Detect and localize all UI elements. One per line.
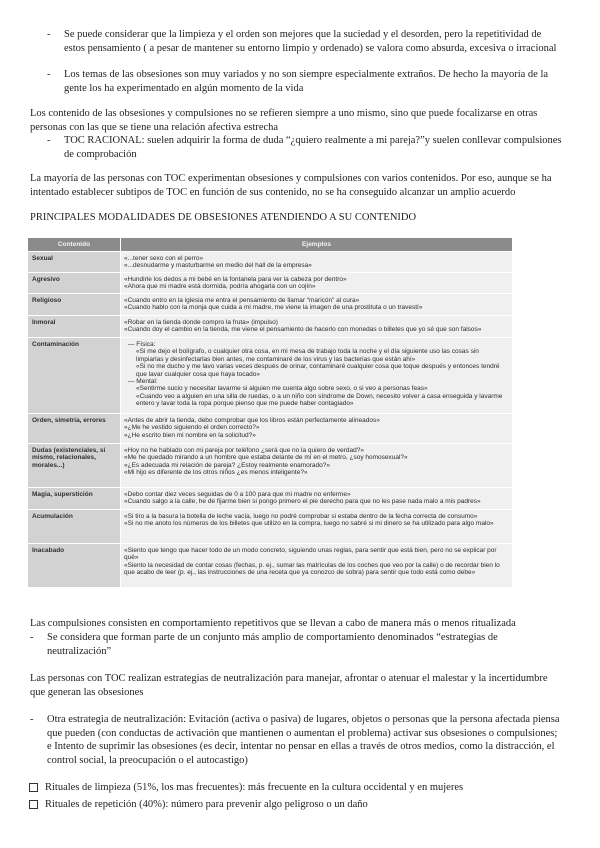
- example-quote: «...desnudarme y masturbarme en medio del hall de la empresa»: [124, 262, 312, 270]
- bullet-dash: -: [30, 632, 34, 643]
- table-row-orden: [28, 414, 512, 444]
- row-label: Contaminación: [28, 338, 121, 413]
- paragraph-compulsiones: Las compulsiones consisten en comportamiento repetitivos que se llevan a cabo de manera más o menos ritualizada: [30, 618, 516, 629]
- row-label: Agresivo: [28, 273, 121, 293]
- row-label: Sexual: [28, 252, 121, 272]
- example-quote: «Si no me ducho y me lavo varias veces después de orinar, contaminaré cualquier cosa que toque después y entonces tendré que lavar cualquier cosa que haya tocado»: [136, 363, 500, 378]
- example-quote: «Si tiro a la basura la botella de leche vacía, luego no podré comprobar si estaba dentro de la fecha correcta de consumo»: [124, 513, 478, 520]
- example-quote: «Cuando hablo con la monja que cuida a mi madre, me viene la imagen de una prostituta o un travestí»: [124, 304, 423, 312]
- bullet-dash: -: [47, 69, 51, 80]
- example-quote: «Debo contar diez veces seguidas de 0 a 100 para que mi madre no enferme»: [124, 491, 351, 498]
- example-quote: «Hundirle los dedos a mi bebé en la fontanela para ver la cabeza por dentro»: [124, 276, 347, 283]
- row-label: Magia, superstición: [28, 488, 121, 509]
- row-label: Orden, simetría, errores: [28, 414, 121, 443]
- bullet-dash: -: [47, 29, 51, 40]
- paragraph-personas: Las personas con TOC realizan estrategias de neutralización para manejar, afrontar o atenuar el malestar y la incertidumbre que generan las obsesiones: [30, 673, 548, 698]
- intro-bullet-limpieza: [47, 28, 562, 55]
- row-examples: [121, 414, 512, 443]
- table-row-sexual: [28, 252, 512, 273]
- row-examples: [121, 273, 512, 293]
- example-quote: «¿Me he vestido siguiendo el orden correcto?»: [124, 424, 260, 432]
- example-quote: «Me he quedado mirando a un hombre que estaba delante de mí en el metro, ¿soy homosexual?»: [124, 454, 408, 462]
- example-quote: «Sentirme sucio y necesitar lavarme si alguien me cuenta algo sobre sexo, o si veo a personas feas»: [136, 385, 428, 393]
- example-quote: «Mi hijo es diferente de los otros niños ¿es menos inteligente?»: [124, 469, 308, 477]
- example-quote: «Antes de abrir la tienda, debo comprobar que los libros están perfectamente alineados»: [124, 417, 380, 424]
- paragraph-mayoria: La mayoría de las personas con TOC experimentan obsesiones y compulsiones con varios contenidos. Por eso, aunque se ha intentado establecer subtipos de TOC en función de sus contenido, no se ha conseguido alcanzar un amplio acuerdo: [30, 173, 552, 198]
- row-label: Inmoral: [28, 316, 121, 337]
- row-examples: [121, 488, 512, 509]
- row-examples: [121, 316, 512, 337]
- table-row-contaminacion: [28, 338, 512, 414]
- row-label: Inacabado: [28, 544, 121, 587]
- bullet-dash: -: [30, 714, 34, 725]
- example-quote: «...tener sexo con el perro»: [124, 255, 204, 262]
- row-label: Religioso: [28, 294, 121, 315]
- checklist-item-limpieza: Rituales de limpieza (51%, los mas frecuentes): más frecuente en la cultura occidental y en mujeres: [45, 782, 464, 793]
- example-quote: «Hoy no he hablado con mi pareja por teléfono ¿será que no la quiero de verdad?»: [124, 447, 364, 454]
- example-quote: «Si no me anoto los números de los billetes que utilizo en la compra, luego no sabré si mi dinero se ha utilizado para algo malo»: [124, 520, 494, 528]
- bullet-otra-estrategia: [30, 713, 562, 767]
- obsessions-table: [28, 238, 512, 588]
- checklist-item-repeticion: Rituales de repetición (40%): número para prevenir algo peligroso o un daño: [45, 799, 368, 810]
- column-header-ejemplos: Ejemplos: [121, 238, 512, 251]
- row-examples: [121, 294, 512, 315]
- example-quote: «¿Es adecuada mi relación de pareja? ¿Estoy realmente enamorado?»: [124, 461, 330, 469]
- bullet-text: Se puede considerar que la limpieza y el orden son mejores que la suciedad y el desorden, pero la repetitividad de estos pensamiento ( a pesar de mantener su entorno limpio y ordenado) se valora como absurda, excesiva o irracional: [64, 29, 557, 54]
- paragraph-contenidos: Los contenido de las obsesiones y compulsiones no se refieren siempre a uno mismo, sino que puede focalizarse en otras personas con las que se tiene una relación afectiva estrecha: [30, 108, 538, 133]
- row-label: Dudas (existenciales, sí mismo, relacionales, morales...): [28, 444, 121, 487]
- example-quote: «Cuando entro en la iglesia me entra el pensamiento de llamar “maricón” al cura»: [124, 297, 360, 304]
- bullet-text: Otra estrategia de neutralización: Evitación (activa o pasiva) de lugares, objetos o personas que la persona afectada piensa que pueden (con conductas de activación que mantienen o aumentan el problema) activar sus obsesiones o compulsiones; e Intento de suprimir las obsesiones (es decir, intentar no pensar en ellas a través de otros medios, como la distracción, el control social, la preocupación o el autocastigo): [47, 714, 560, 766]
- row-examples: [121, 510, 512, 543]
- table-row-inacabado: [28, 544, 512, 588]
- example-quote: «Si me dejo el bolígrafo, o cualquier otra cosa, en mi mesa de trabajo toda la noche y el día siguiente uso las cosas sin limpiarlas y desinfectarlas bien antes, me contaminaré de los virus y las bacterias que están ahí»: [136, 348, 479, 363]
- table-row-agresivo: [28, 273, 512, 294]
- example-quote: «Cuando salgo a la calle, he de fijarme bien si pongo primero el pie derecho para que no les pase nada malo a mis padres»: [124, 498, 481, 506]
- example-group-title: — Física:: [128, 341, 156, 348]
- bullet-dash: -: [47, 135, 51, 146]
- checkbox-icon: [29, 783, 38, 792]
- table-row-acumulacion: [28, 510, 512, 544]
- example-quote: «¿He escrito bien mi nombre en la solicitud?»: [124, 431, 256, 439]
- bullet-text: Se considera que forman parte de un conjunto más amplio de comportamiento denominados “estrategias de neutralización”: [47, 632, 498, 657]
- example-quote: «Cuando veo a alguien en una silla de ruedas, o a un niño con síndrome de Down, necesito volver a casa enseguida y lavarme entero y lavar toda la ropa porque pienso que me puede haber contagiado»: [136, 392, 503, 408]
- intro-bullet-temas: [47, 68, 562, 95]
- table-header-row: [28, 238, 512, 252]
- bullet-text: TOC RACIONAL: suelen adquirir la forma de duda “¿quiero realmente a mi pareja?”y suelen conllevar compulsiones de comprobación: [64, 135, 562, 160]
- example-quote: «Cuando doy el cambio en la tienda, me viene el pensamiento de hacerlo con monedas o billetes que yo sé que son falsos»: [124, 326, 482, 334]
- row-examples: [121, 252, 512, 272]
- table-row-inmoral: [28, 316, 512, 338]
- row-label: Acumulación: [28, 510, 121, 543]
- table-row-religioso: [28, 294, 512, 316]
- bullet-toc-racional: [47, 134, 562, 161]
- example-quote: «Siento que tengo que hacer todo de un modo concreto, siguiendo unas reglas, para sentir que está bien, pero no se explicar por qué»: [124, 547, 497, 562]
- column-header-contenido: Contenido: [28, 238, 121, 251]
- example-group-title: — Mental:: [128, 378, 158, 386]
- row-examples: [121, 444, 512, 487]
- row-examples: [121, 338, 512, 413]
- example-quote: «Ahora que mi madre está dormida, podría ahogarla con un cojín»: [124, 283, 316, 291]
- section-heading: PRINCIPALES MODALIDADES DE OBSESIONES ATENDIENDO A SU CONTENIDO: [30, 212, 417, 223]
- example-quote: «Robar en la tienda donde compro la fruta» (impulso): [124, 319, 278, 326]
- table-row-dudas: [28, 444, 512, 488]
- checkbox-icon: [29, 800, 38, 809]
- example-quote: «Siento la necesidad de contar cosas (fechas, p. ej., sumar las matrículas de los coches que veo por la calle) o de recordar bien lo que acabo de leer (p. ej., las instrucciones de una receta que ya conozco de sobra) para sentir que todo está como debe»: [124, 561, 500, 577]
- bullet-estrategias: [30, 631, 562, 658]
- bullet-text: Los temas de las obsesiones son muy variados y no son siempre especialmente extraños. De hecho la mayoría de la gente los ha experimentado en algún momento de la vida: [64, 69, 549, 94]
- table-row-magia: [28, 488, 512, 510]
- row-examples: [121, 544, 512, 587]
